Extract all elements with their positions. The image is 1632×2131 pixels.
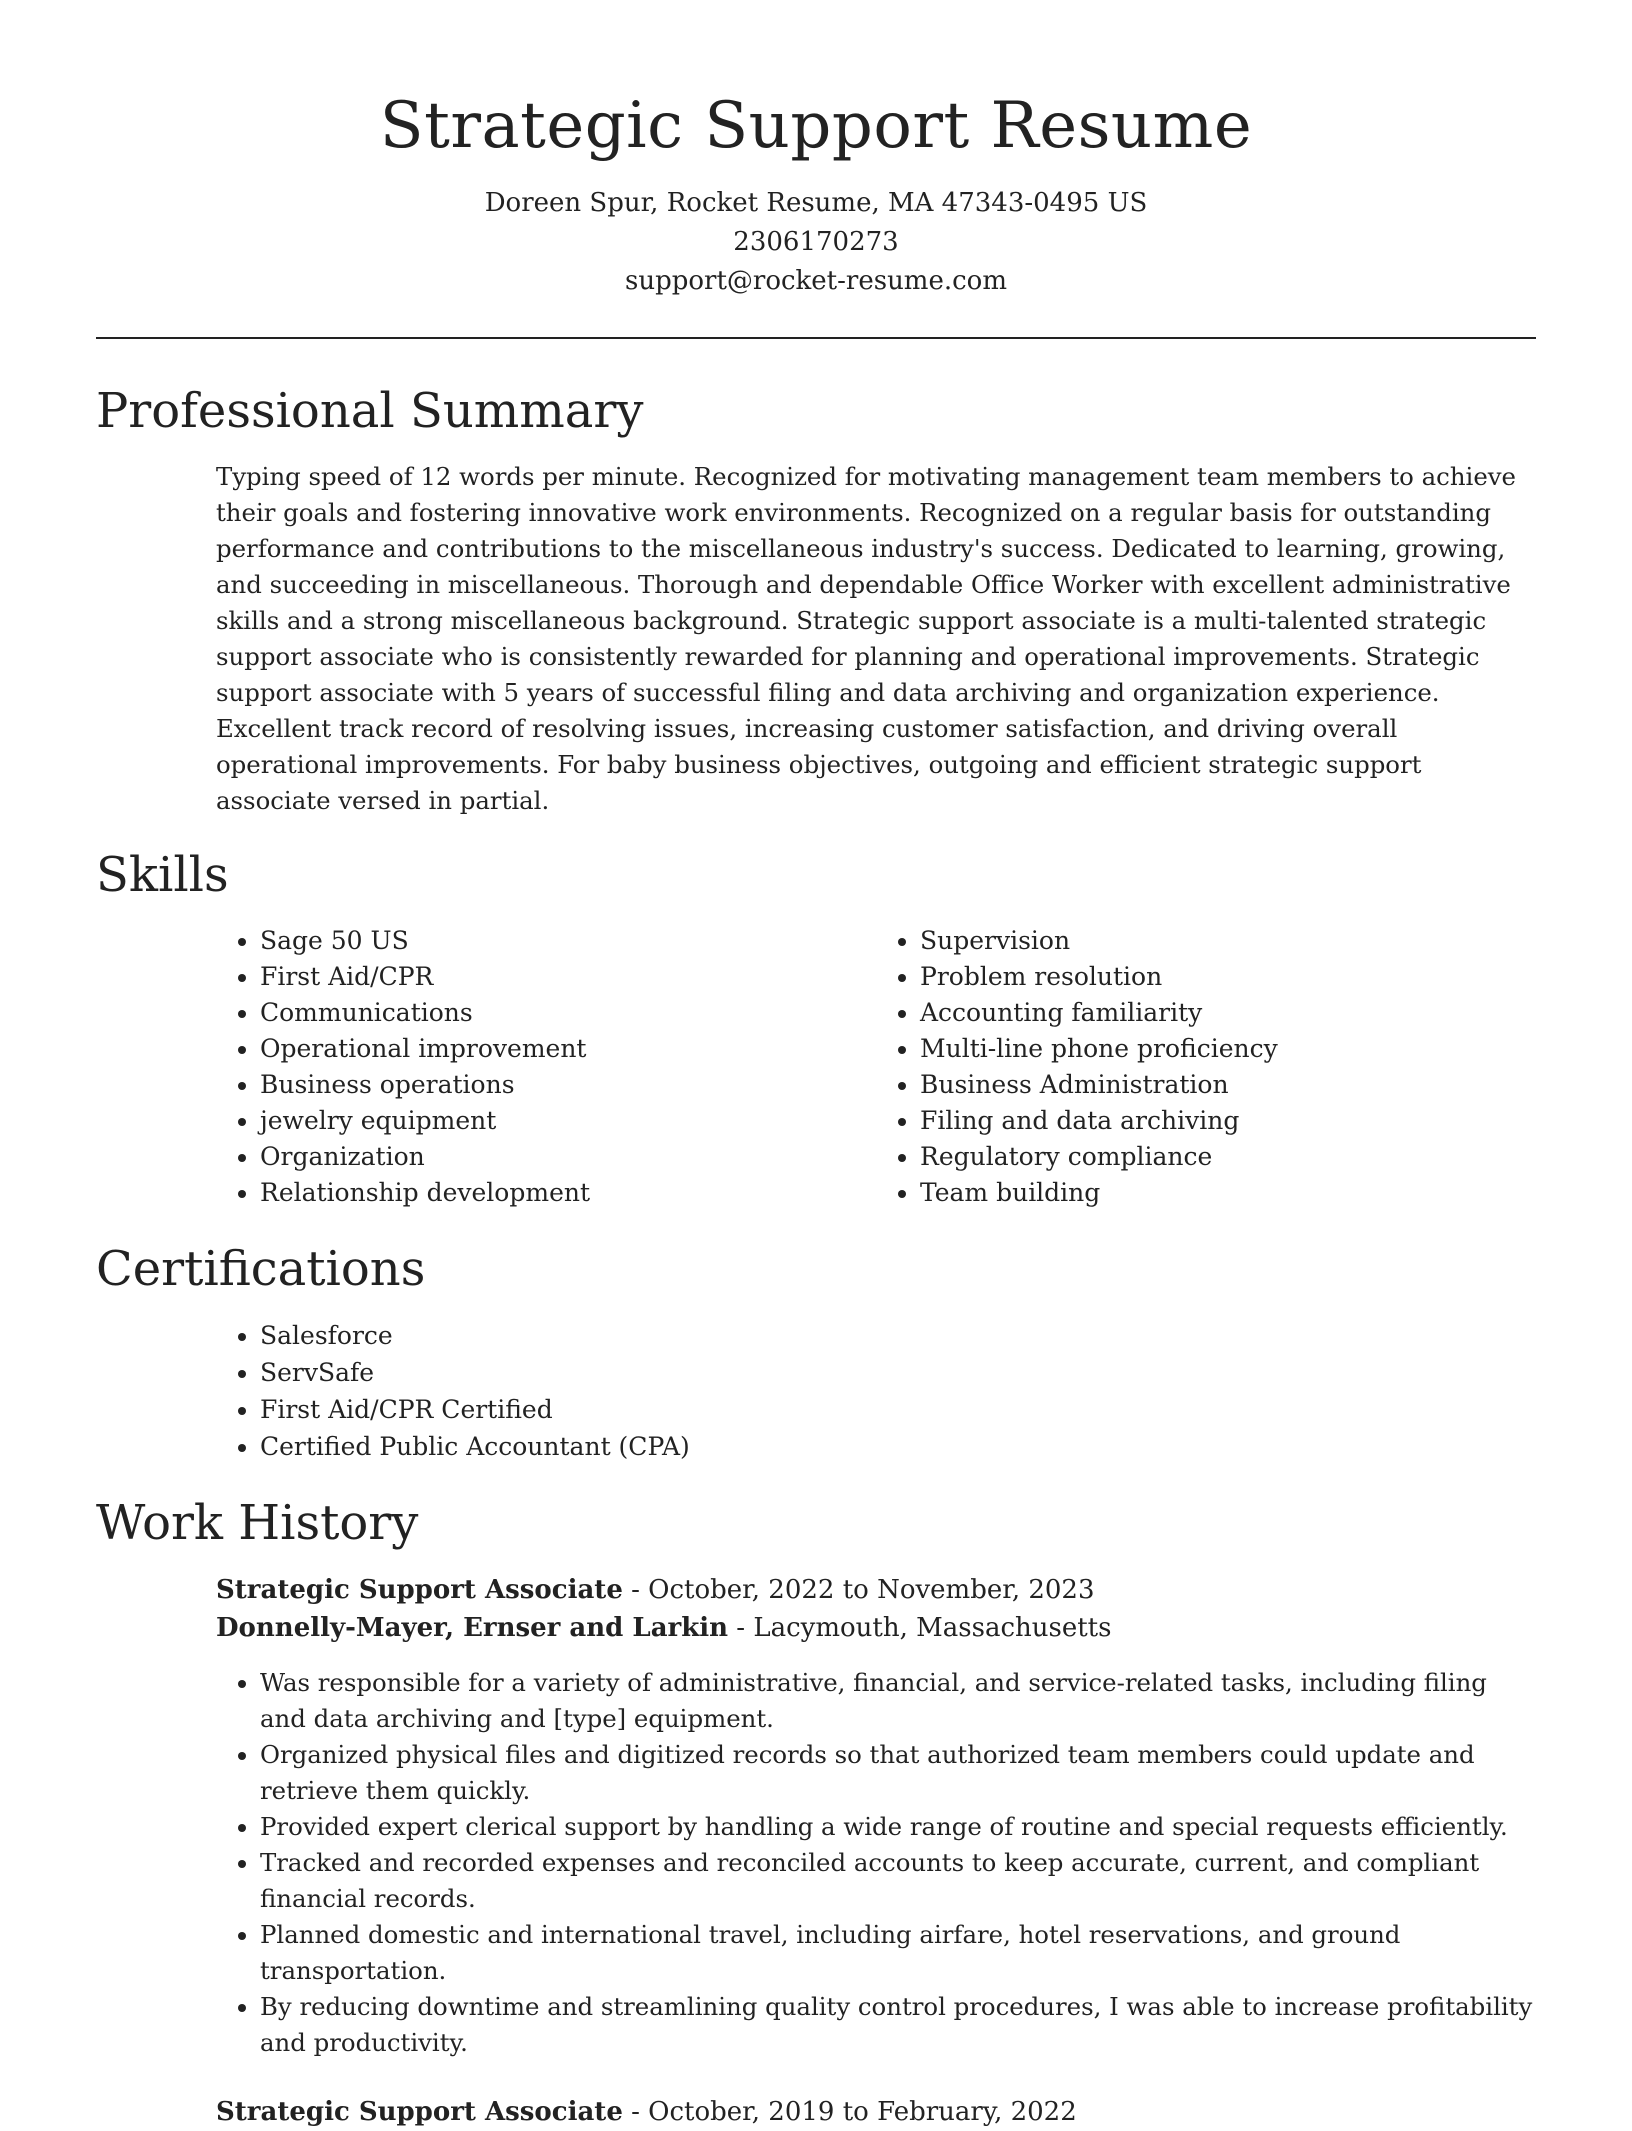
responsibility-item: • Tracked and recorded expenses and reconciled accounts to keep accurate, current, and compliant financial records. [260,1845,1536,1917]
certifications-list [216,1317,1536,1465]
skill-item: • Problem resolution [920,959,1536,995]
work-history-section [96,1491,1536,2131]
resume-title: Strategic Support Resume [379,89,1253,163]
header-divider [96,337,1536,339]
certification-item: • First Aid/CPR Certified [260,1391,1536,1428]
skill-item: • First Aid/CPR [260,959,876,995]
skill-item: • Sage 50 US [260,923,876,959]
skill-item: • Supervision [920,923,1536,959]
summary-heading: Professional Summary [96,383,644,439]
job-company-line [216,1609,1536,1647]
skills-section [96,843,1536,1211]
skill-item: • Relationship development [260,1175,876,1211]
skill-item: • Business Administration [920,1067,1536,1103]
job-title-line [216,1571,1536,1609]
job-title-line [216,2093,1536,2131]
work-history-heading: Work History [96,1495,419,1551]
responsibility-item: • Organized physical files and digitized records so that authorized team members could update and retrieve them quickly. [260,1737,1536,1809]
job-location: - Lacymouth, Massachusetts [728,1613,1112,1643]
certifications-section [96,1237,1536,1465]
skills-right-column [876,923,1536,1211]
responsibility-item: • Planned domestic and international travel, including airfare, hotel reservations, and ground transportation. [260,1917,1536,1989]
skill-item: • Filing and data archiving [920,1103,1536,1139]
responsibility-item: • By reducing downtime and streamlining quality control procedures, I was able to increase profitability and productivity. [260,1989,1536,2061]
contact-address: Doreen Spur, Rocket Resume, MA 47343-0495 US [484,188,1148,218]
skill-item: • Business operations [260,1067,876,1103]
skill-item: • jewelry equipment [260,1103,876,1139]
job-responsibilities [216,1665,1536,2061]
skills-grid [216,923,1536,1211]
skill-item: • Accounting familiarity [920,995,1536,1031]
contact-phone: 2306170273 [733,227,899,257]
job-entry [216,1571,1536,2061]
skill-item: • Regulatory compliance [920,1139,1536,1175]
skills-left-column [216,923,876,1211]
job-title: Strategic Support Associate [216,1575,623,1605]
summary-text: Typing speed of 12 words per minute. Recognized for motivating management team members to achieve their goals and fostering innovative work environments. Recognized on a regular basis for outstanding performance and contributions to the miscellaneous industry's success. Dedicated to learning, growing, and succeeding in miscellaneous. Thorough and dependable Office Worker with excellent administrative skills and a strong miscellaneous background. Strategic support associate is a multi-talented strategic support associate who is consistently rewarded for planning and operational improvements. Strategic support associate with 5 years of successful filing and data archiving and organization experience. Excellent track record of resolving issues, increasing customer satisfaction, and driving overall operational improvements. For baby business objectives, outgoing and efficient strategic support associate versed in partial. [216,462,1516,815]
responsibility-item: • Provided expert clerical support by handling a wide range of routine and special requests efficiently. [260,1809,1536,1845]
job-dates: - October, 2019 to February, 2022 [622,2097,1077,2127]
job-dates: - October, 2022 to November, 2023 [622,1575,1095,1605]
summary-section [96,379,1536,819]
skill-item: • Organization [260,1139,876,1175]
skill-item: • Multi-line phone proficiency [920,1031,1536,1067]
resume-header [96,0,1536,301]
skills-heading: Skills [96,847,229,903]
skill-item: • Operational improvement [260,1031,876,1067]
job-company: Donnelly-Mayer, Ernser and Larkin [216,1613,729,1643]
contact-info [96,184,1536,301]
job-title: Strategic Support Associate [216,2097,623,2127]
contact-email: support@rocket-resume.com [624,266,1007,296]
job-entry [216,2093,1536,2131]
certification-item: • Salesforce [260,1317,1536,1354]
responsibility-item: • Was responsible for a variety of administrative, financial, and service-related tasks, including filing and data archiving and [type] equipment. [260,1665,1536,1737]
certifications-heading: Certifications [96,1241,426,1297]
certification-item: • ServSafe [260,1354,1536,1391]
resume-page [96,0,1536,2131]
skill-item: • Team building [920,1175,1536,1211]
skill-item: • Communications [260,995,876,1031]
certification-item: • Certified Public Accountant (CPA) [260,1428,1536,1465]
